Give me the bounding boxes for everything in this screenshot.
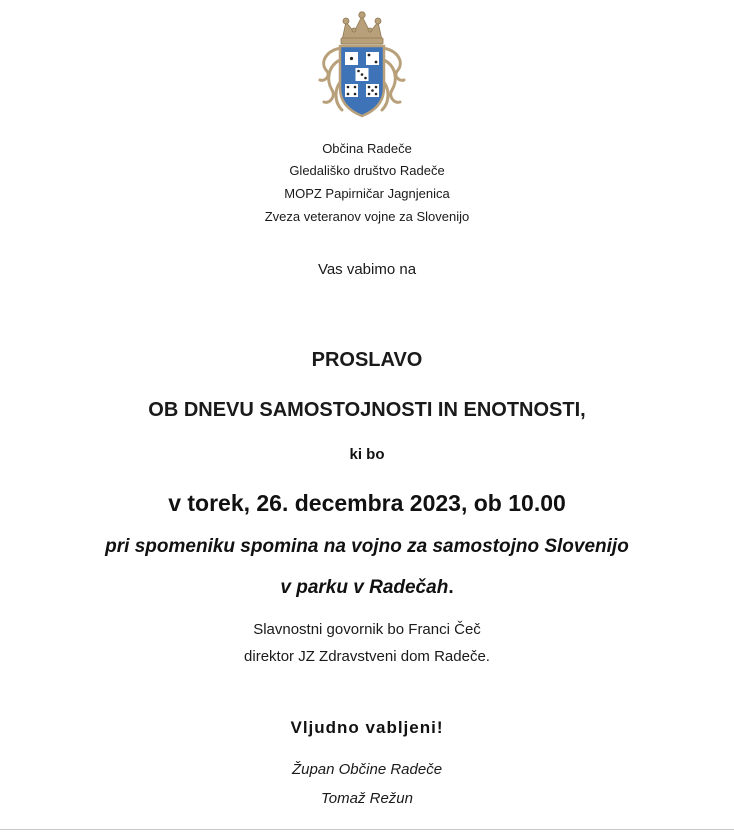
place-period: . (448, 577, 454, 598)
coat-of-arms-logo (312, 10, 412, 122)
signature-name: Tomaž Režun (321, 790, 413, 807)
intro-text: Vas vabimo na (317, 261, 417, 278)
organizer-line: Zveza veteranov vojne za Slovenijo (264, 209, 470, 224)
organizer-line: Gledališko društvo Radeče (289, 163, 445, 178)
speaker-line-1: Slavnostni govornik bo Franci Čeč (253, 621, 481, 638)
signature-title: Župan Občine Radeče (291, 761, 443, 778)
welcome-text: Vljudno vabljeni! (290, 718, 444, 737)
ki-bo-text: ki bo (349, 446, 385, 463)
event-place-line-2 (0, 577, 734, 599)
organizer-line: Občina Radeče (322, 141, 412, 156)
organizer-line: MOPZ Papirničar Jagnjenica (284, 186, 450, 201)
place-text: v parku v Radečah (280, 577, 449, 598)
speaker-line-2: direktor JZ Zdravstveni dom Radeče. (244, 648, 490, 665)
page-bottom-rule (0, 829, 734, 830)
event-place-line-1: pri spomeniku spomina na vojno za samostojno Slovenijo (105, 536, 629, 557)
title-line-1: PROSLAVO (311, 349, 423, 371)
event-date: v torek, 26. decembra 2023, ob 10.00 (168, 490, 566, 516)
title-line-2: OB DNEVU SAMOSTOJNOSTI IN ENOTNOSTI, (148, 399, 586, 421)
